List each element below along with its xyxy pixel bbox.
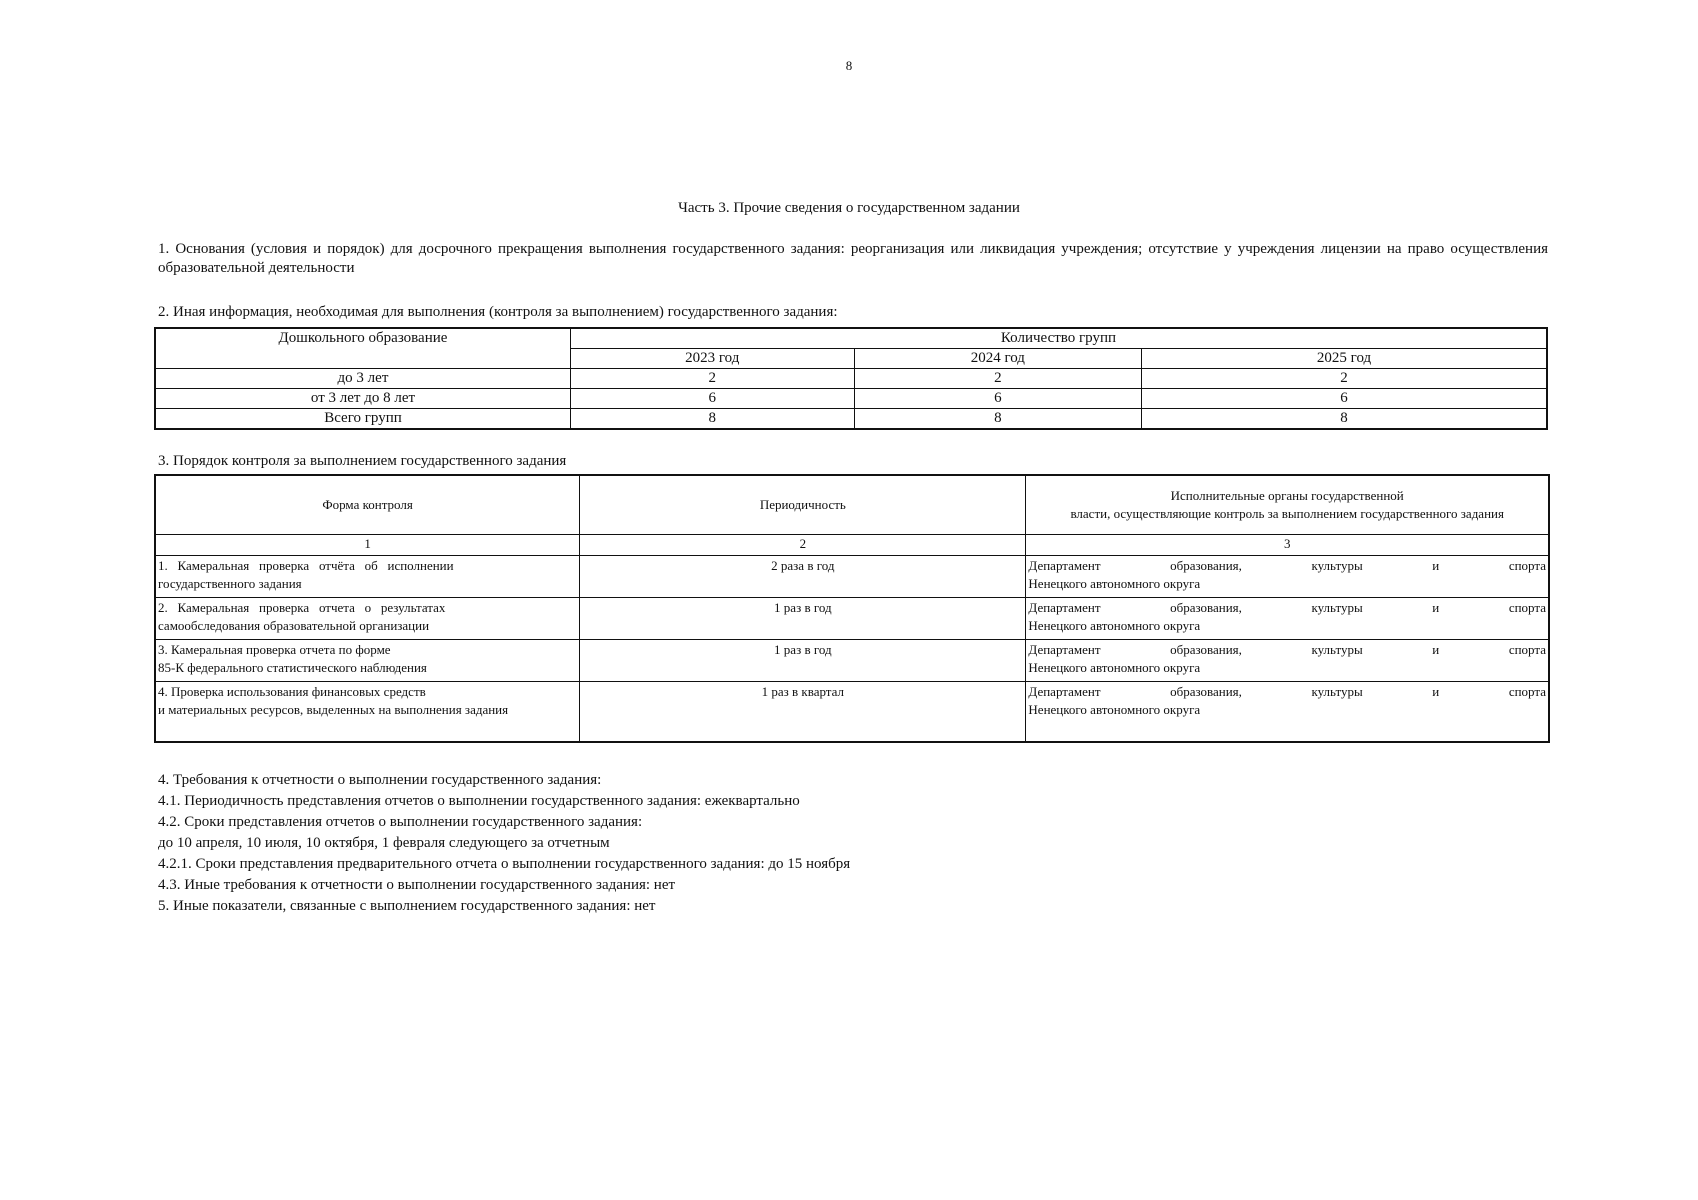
- section-1-text: 1. Основания (условия и порядок) для досрочного прекращения выполнения государственного задания: реорганизация или ликвидация учреждения; отсутствие у учреждения лицензии на право осуществления образовательной деятельности: [158, 241, 1548, 276]
- control-form-line1: 1. Камеральная проверка отчёта об исполнении: [158, 558, 454, 573]
- control-form-line2: государственного задания: [158, 576, 302, 591]
- table-row: [155, 556, 1549, 598]
- cell-value: 2: [854, 369, 1142, 389]
- row-label: до 3 лет: [155, 369, 570, 389]
- control-organ-line2: Ненецкого автономного округа: [1028, 576, 1201, 591]
- control-period: 1 раз в год: [580, 640, 1026, 682]
- control-organ: [1026, 640, 1549, 682]
- control-organ-line2: Ненецкого автономного округа: [1028, 660, 1201, 675]
- table-row: [155, 389, 1547, 409]
- year-header: 2023 год: [570, 349, 854, 369]
- control-form: [155, 598, 580, 640]
- control-table: [154, 474, 1550, 743]
- cell-value: 8: [854, 409, 1142, 430]
- requirement-line: 4.2.1. Сроки представления предварительного отчета о выполнении государственного задания: до 15 ноября: [158, 856, 851, 872]
- cell-value: 2: [1142, 369, 1547, 389]
- section-2-title: 2. Иная информация, необходимая для выполнения (контроля за выполнением) государственного задания:: [158, 304, 838, 320]
- groups-count-header: Количество групп: [570, 328, 1547, 349]
- header-period: Периодичность: [580, 475, 1026, 535]
- header-form: Форма контроля: [155, 475, 580, 535]
- groups-table: [154, 327, 1548, 430]
- control-organ-line2: Ненецкого автономного округа: [1028, 702, 1201, 717]
- cell-value: 6: [854, 389, 1142, 409]
- page-number: 8: [845, 58, 853, 73]
- cell-value: 2: [570, 369, 854, 389]
- control-form-line2: 85-К федерального статистического наблюдения: [158, 660, 427, 675]
- control-period: 2 раза в год: [580, 556, 1026, 598]
- control-form-line1: 3. Камеральная проверка отчета по форме: [158, 642, 391, 657]
- cell-value: 6: [570, 389, 854, 409]
- year-header: 2024 год: [854, 349, 1142, 369]
- cell-value: 6: [1142, 389, 1547, 409]
- requirement-line: 4.3. Иные требования к отчетности о выполнении государственного задания: нет: [158, 877, 676, 893]
- requirement-line: 5. Иные показатели, связанные с выполнением государственного задания: нет: [158, 898, 656, 914]
- requirement-line: 4.2. Сроки представления отчетов о выполнении государственного задания:: [158, 814, 643, 830]
- year-header: 2025 год: [1142, 349, 1547, 369]
- header-organs-line1: Исполнительные органы государственной: [1170, 488, 1404, 503]
- header-organs: [1026, 475, 1549, 535]
- control-form-line1: 4. Проверка использования финансовых средств: [158, 684, 426, 699]
- requirement-line: 4. Требования к отчетности о выполнении государственного задания:: [158, 772, 602, 788]
- control-form: [155, 556, 580, 598]
- groups-col1-header: Дошкольного образование: [155, 328, 570, 369]
- requirements-block: [158, 770, 850, 917]
- table-row: [155, 409, 1547, 430]
- control-organ: [1026, 598, 1549, 640]
- control-form-line2: самообследования образовательной организации: [158, 618, 430, 633]
- header-organs-line2: власти, осуществляющие контроль за выполнением государственного задания: [1070, 506, 1504, 521]
- column-number: 2: [580, 535, 1026, 556]
- row-label: Всего групп: [155, 409, 570, 430]
- control-form: [155, 640, 580, 682]
- part-title: Часть 3. Прочие сведения о государственном задании: [678, 200, 1020, 216]
- requirement-line: 4.1. Периодичность представления отчетов о выполнении государственного задания: ежеквартально: [158, 793, 800, 809]
- control-organ-line1: Департамент образования, культуры и спорта: [1028, 600, 1546, 615]
- control-organ-line1: Департамент образования, культуры и спорта: [1028, 558, 1546, 573]
- column-number: 3: [1026, 535, 1549, 556]
- control-organ: [1026, 556, 1549, 598]
- control-form-line1: 2. Камеральная проверка отчета о результатах: [158, 600, 446, 615]
- control-organ-line1: Департамент образования, культуры и спорта: [1028, 684, 1546, 699]
- cell-value: 8: [1142, 409, 1547, 430]
- control-period: 1 раз в год: [580, 598, 1026, 640]
- row-label: от 3 лет до 8 лет: [155, 389, 570, 409]
- control-organ-line2: Ненецкого автономного округа: [1028, 618, 1201, 633]
- control-form: [155, 682, 580, 742]
- cell-value: 8: [570, 409, 854, 430]
- table-row: [155, 640, 1549, 682]
- requirement-line: до 10 апреля, 10 июля, 10 октября, 1 февраля следующего за отчетным: [158, 835, 610, 851]
- control-organ-line1: Департамент образования, культуры и спорта: [1028, 642, 1546, 657]
- control-organ: [1026, 682, 1549, 742]
- table-row: [155, 598, 1549, 640]
- table-row: [155, 682, 1549, 742]
- column-number: 1: [155, 535, 580, 556]
- control-form-line2: и материальных ресурсов, выделенных на выполнения задания: [158, 702, 509, 717]
- section-3-title: 3. Порядок контроля за выполнением государственного задания: [158, 453, 567, 469]
- control-period: 1 раз в квартал: [580, 682, 1026, 742]
- table-row: [155, 369, 1547, 389]
